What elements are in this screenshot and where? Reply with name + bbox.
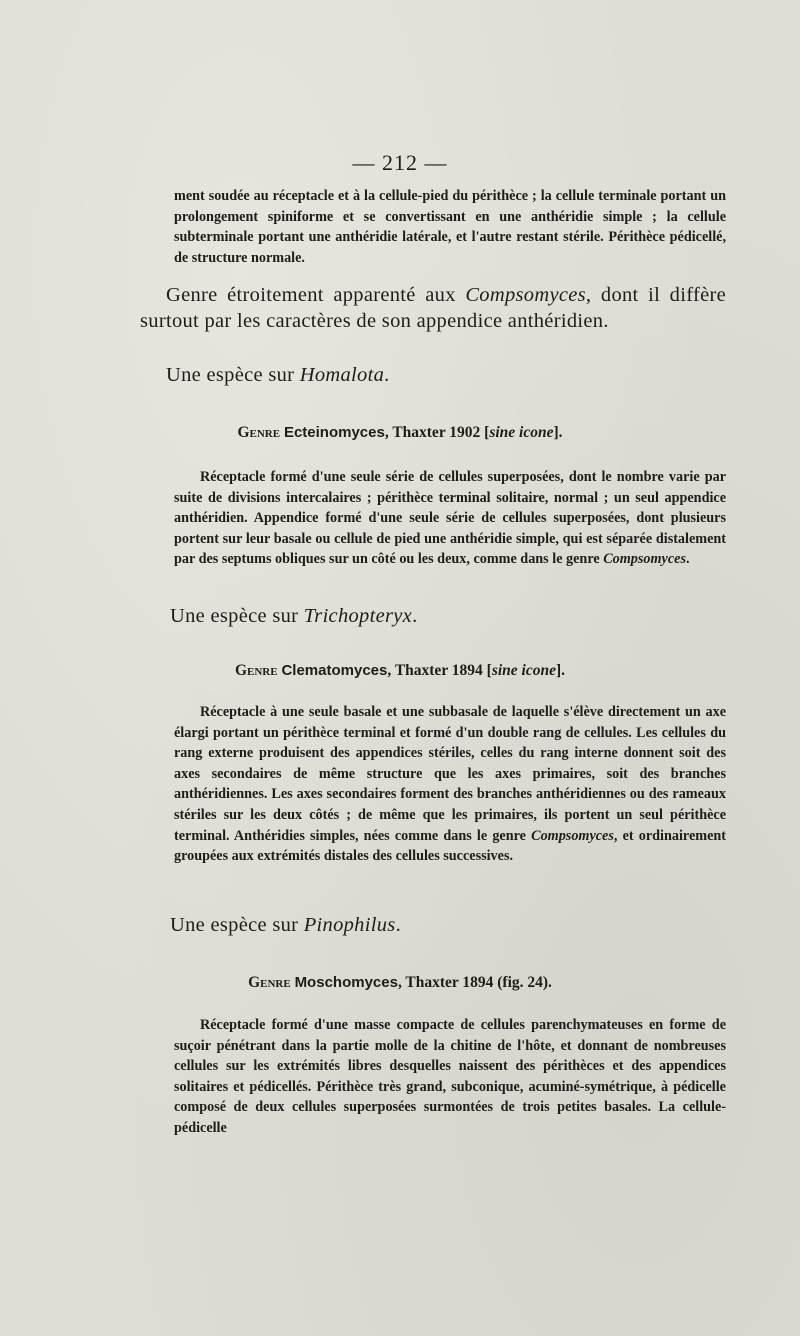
text-segment: Réceptacle à une seule basale et une subbasale de laquelle s'élève directement un axe élargi portant un périthèce terminal et formé d'un double rang de cellules. Les cellules du rang externe produisent des appendices stériles, celles du rang interne donnent soit des axes secondaires de même structure que les axes primaires, soit des branches anthéridiennes. Les axes secondaires forment des branches anthéridiennes ou des rameaux stériles sur les deux côtés ; de même que les primaires, ils portent un seul périthèce terminal. Anthéridies simples, nées comme dans le genre	[174, 704, 726, 844]
genus-name-italic: Compsomyces	[465, 284, 586, 306]
genus-prefix: Genre	[248, 974, 291, 991]
genus-author: , Thaxter 1894 [	[387, 662, 492, 679]
genus-author: , Thaxter 1894 (fig. 24).	[397, 974, 552, 991]
text-segment: ].	[555, 662, 566, 679]
text-segment: Une espèce sur	[170, 605, 304, 627]
genus-prefix: Genre	[237, 424, 281, 441]
paragraph-continued: ment soudée au réceptacle et à la cellule-pied du périthèce ; la cellule terminale portant un prolongement spiniforme et se convertissant en une anthéridie simple ; la cellule subterminale portant une anthéridie latérale, et l'autre restant stérile. Périthèce pédicellé, de structure normale.	[174, 188, 726, 266]
text-segment: Genre étroitement apparenté aux	[166, 284, 466, 306]
genus-description-clematomyces	[174, 702, 726, 867]
species-host-line	[170, 605, 418, 628]
genus-description-moschomyces: Réceptacle formé d'une masse compacte de cellules parenchymateuses en forme de suçoir pénétrant dans la partie molle de la chitine de l'hôte, et donnant de nombreuses cellules sur les extrémités libres desquelles naissent des périthèces et des appendices solitaires et pédicellés. Périthèce très grand, subconique, acuminé-symétrique, à pédicelle composé de deux cellules superposées surmontées de trois petites basales. La cellule-pédicelle	[174, 1017, 726, 1136]
text-segment: .	[395, 914, 401, 936]
text-segment: , dont il diffère surtout par les caractères de son appendice anthéridien.	[140, 284, 726, 332]
text-segment: ].	[553, 424, 563, 441]
host-name-italic: Pinophilus	[303, 914, 396, 936]
species-host-line	[170, 914, 401, 937]
genus-heading-ecteinomyces	[0, 424, 800, 442]
text-segment: , et ordinairement groupées aux extrémités distales des cellules successives.	[174, 827, 726, 865]
genus-name: Moschomyces	[294, 974, 398, 991]
text-segment: Une espèce sur	[170, 914, 304, 936]
species-host-line	[166, 364, 390, 387]
genus-name: Clematomyces	[281, 662, 388, 679]
host-name-italic: Trichopteryx	[303, 605, 413, 627]
text-segment: Une espèce sur	[166, 364, 300, 386]
genus-note: sine icone	[489, 424, 554, 441]
genus-heading-moschomyces	[0, 974, 800, 992]
host-name-italic: Homalota	[299, 364, 385, 386]
genus-note: sine icone	[491, 662, 556, 679]
genus-name-italic: Compsomyces	[531, 827, 614, 844]
text-segment: Réceptacle formé d'une seule série de cellules superposées, dont le nombre varie par suite de divisions intercalaires ; périthèce terminal solitaire, normal ; un seul appendice anthéridien. Appendice formé d'une seule série de cellules superposées, dont plusieurs portent sur leur basale ou cellule de pied une anthéridie simple, qui est séparée distalement par des septums obliques sur un côté ou les deux, comme dans le genre	[174, 469, 726, 568]
text-segment: .	[412, 605, 418, 627]
text-segment: .	[384, 364, 390, 386]
genus-name-italic: Compsomyces	[603, 551, 686, 568]
text-segment: .	[685, 551, 690, 568]
genus-description-ecteinomyces	[174, 467, 726, 570]
page-number: — 212 —	[352, 150, 448, 175]
genus-prefix: Genre	[234, 662, 278, 679]
paragraph-genus-relation	[140, 282, 726, 334]
genus-heading-clematomyces	[0, 662, 800, 680]
genus-author: , Thaxter 1902 [	[384, 424, 490, 441]
genus-name: Ecteinomyces	[283, 424, 385, 441]
